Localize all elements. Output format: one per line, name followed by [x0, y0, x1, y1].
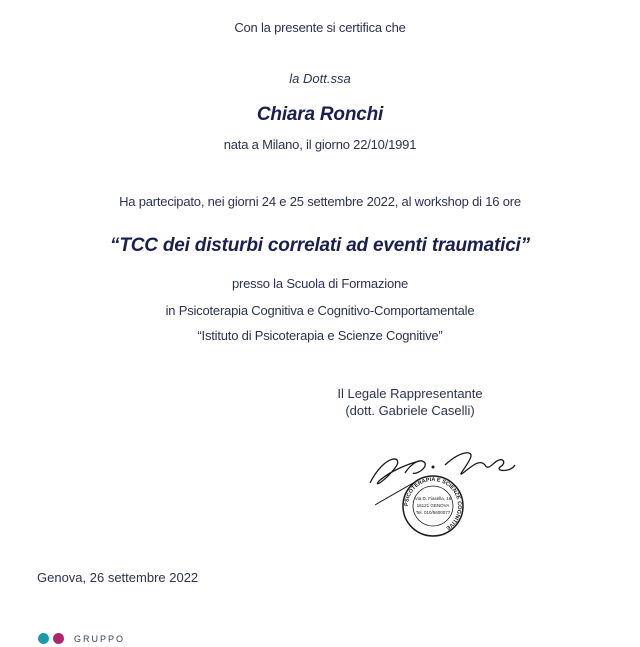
- stamp-address-1: Via D. Fiasella, 16: [414, 496, 452, 501]
- workshop-title: “TCC dei disturbi correlati ad eventi traumatici”: [110, 235, 530, 256]
- signature-icon: [365, 443, 525, 543]
- stamp-ring-text: PSICOTERAPIA E SCIENZE COGNITIVE: [403, 476, 463, 531]
- signature-and-stamp: [365, 443, 525, 543]
- place-and-date: Genova, 26 settembre 2022: [37, 570, 199, 585]
- group-logo: [38, 633, 125, 647]
- school-line-3: “Istituto di Psicoterapia e Scienze Cognitive”: [197, 328, 443, 343]
- honorific: la Dott.ssa: [289, 71, 351, 86]
- certificate-intro: Con la presente si certifica che: [234, 20, 406, 35]
- stamp-address-2: 16121 GENOVA: [416, 503, 450, 508]
- signatory-role: Il Legale Rappresentante: [337, 386, 483, 401]
- participation-statement: Ha partecipato, nei giorni 24 e 25 settembre 2022, al workshop di 16 ore: [119, 194, 521, 209]
- school-line-2: in Psicoterapia Cognitiva e Cognitivo-Comportamentale: [165, 303, 475, 318]
- recipient-name: Chiara Ronchi: [256, 104, 384, 125]
- logo-magenta-dot-icon: [53, 633, 64, 644]
- birth-info: nata a Milano, il giorno 22/10/1991: [223, 137, 417, 152]
- signatory-name: (dott. Gabriele Caselli): [345, 403, 475, 418]
- school-line-1: presso la Scuola di Formazione: [231, 276, 409, 291]
- logo-text: GRUPPO: [74, 634, 126, 644]
- logo-teal-dot-icon: [38, 633, 49, 644]
- stamp-phone: Tel. 010/5600077: [415, 510, 451, 515]
